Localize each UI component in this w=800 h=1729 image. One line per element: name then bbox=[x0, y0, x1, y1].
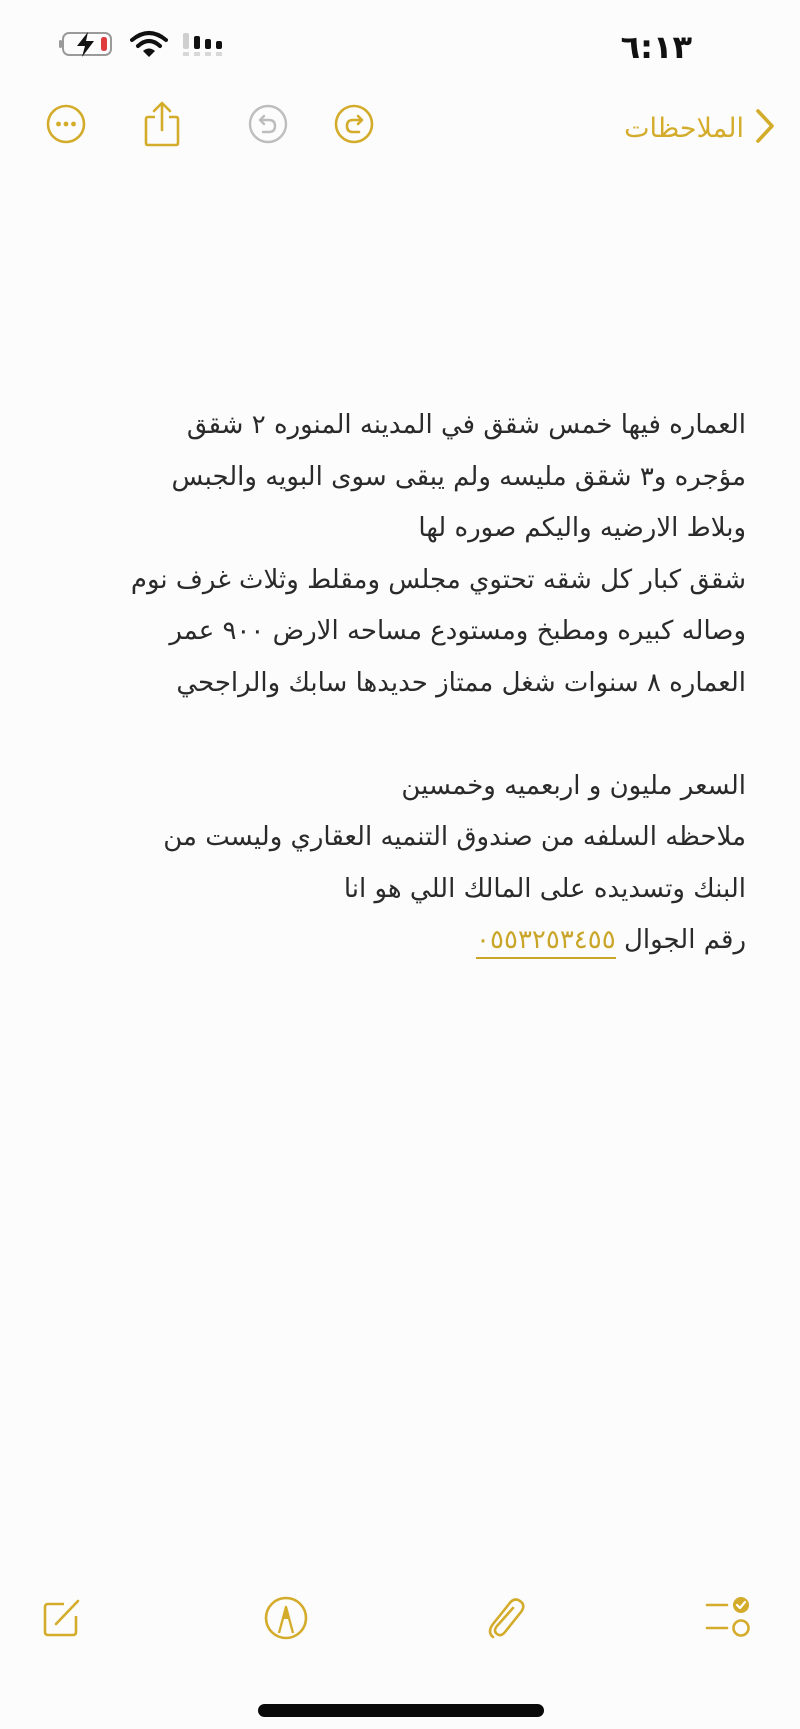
home-indicator[interactable] bbox=[258, 1704, 544, 1717]
paperclip-icon bbox=[483, 1594, 529, 1646]
undo-icon bbox=[247, 103, 289, 149]
markup-button[interactable] bbox=[256, 1590, 316, 1650]
note-line: العماره ٨ سنوات شغل ممتاز حديدها سابك والراجحي bbox=[176, 667, 746, 698]
status-time: ٦:١٣ bbox=[620, 28, 692, 66]
chevron-back-icon bbox=[754, 108, 776, 148]
status-icons bbox=[58, 30, 226, 62]
share-icon bbox=[142, 101, 182, 151]
compose-button[interactable] bbox=[32, 1590, 92, 1650]
navigation-bar bbox=[0, 98, 800, 162]
more-options-button[interactable] bbox=[44, 104, 88, 148]
phone-number-link[interactable]: ٠٥٥٣٢٥٣٤٥٥ bbox=[476, 925, 616, 959]
compose-icon bbox=[40, 1596, 84, 1644]
wifi-icon bbox=[130, 30, 168, 62]
note-line: العماره فيها خمس شقق في المدينه المنوره ٢ شقق bbox=[186, 410, 746, 440]
note-line: وبلاط الارضيه واليكم صوره لها bbox=[418, 513, 746, 543]
back-to-notes-button[interactable] bbox=[624, 108, 776, 148]
bottom-toolbar bbox=[0, 1590, 800, 1660]
note-line: البنك وتسديده على المالك اللي هو انا bbox=[343, 873, 746, 904]
note-line: مؤجره و٣ شقق مليسه ولم يبقى سوى البويه والجبس bbox=[171, 461, 746, 492]
note-line: وصاله كبيره ومطبخ ومستودع مساحه الارض ٩٠٠ عمر bbox=[169, 616, 746, 646]
note-text-editor[interactable] bbox=[46, 400, 746, 967]
ellipsis-circle-icon bbox=[45, 103, 87, 149]
phone-line bbox=[46, 915, 746, 967]
note-line: السعر مليون و اربعميه وخمسين bbox=[401, 770, 746, 801]
redo-icon bbox=[333, 103, 375, 149]
redo-button[interactable] bbox=[332, 104, 376, 148]
share-button[interactable] bbox=[140, 104, 184, 148]
note-line: ملاحظه السلفه من صندوق التنميه العقاري وليست من bbox=[163, 822, 746, 852]
checklist-button[interactable] bbox=[700, 1590, 760, 1650]
checklist-icon bbox=[705, 1595, 755, 1645]
undo-button[interactable] bbox=[246, 104, 290, 148]
back-label: الملاحظات bbox=[624, 112, 744, 144]
note-blank-line bbox=[46, 709, 746, 761]
note-line: شقق كبار كل شقه تحتوي مجلس ومقلط وثلاث غرف نوم bbox=[130, 564, 746, 595]
attachment-button[interactable] bbox=[476, 1590, 536, 1650]
phone-label: رقم الجوال bbox=[615, 925, 746, 955]
battery-icon bbox=[58, 30, 116, 62]
status-bar bbox=[0, 0, 800, 90]
pen-circle-icon bbox=[263, 1595, 309, 1645]
cellular-signal-icon bbox=[182, 30, 226, 62]
